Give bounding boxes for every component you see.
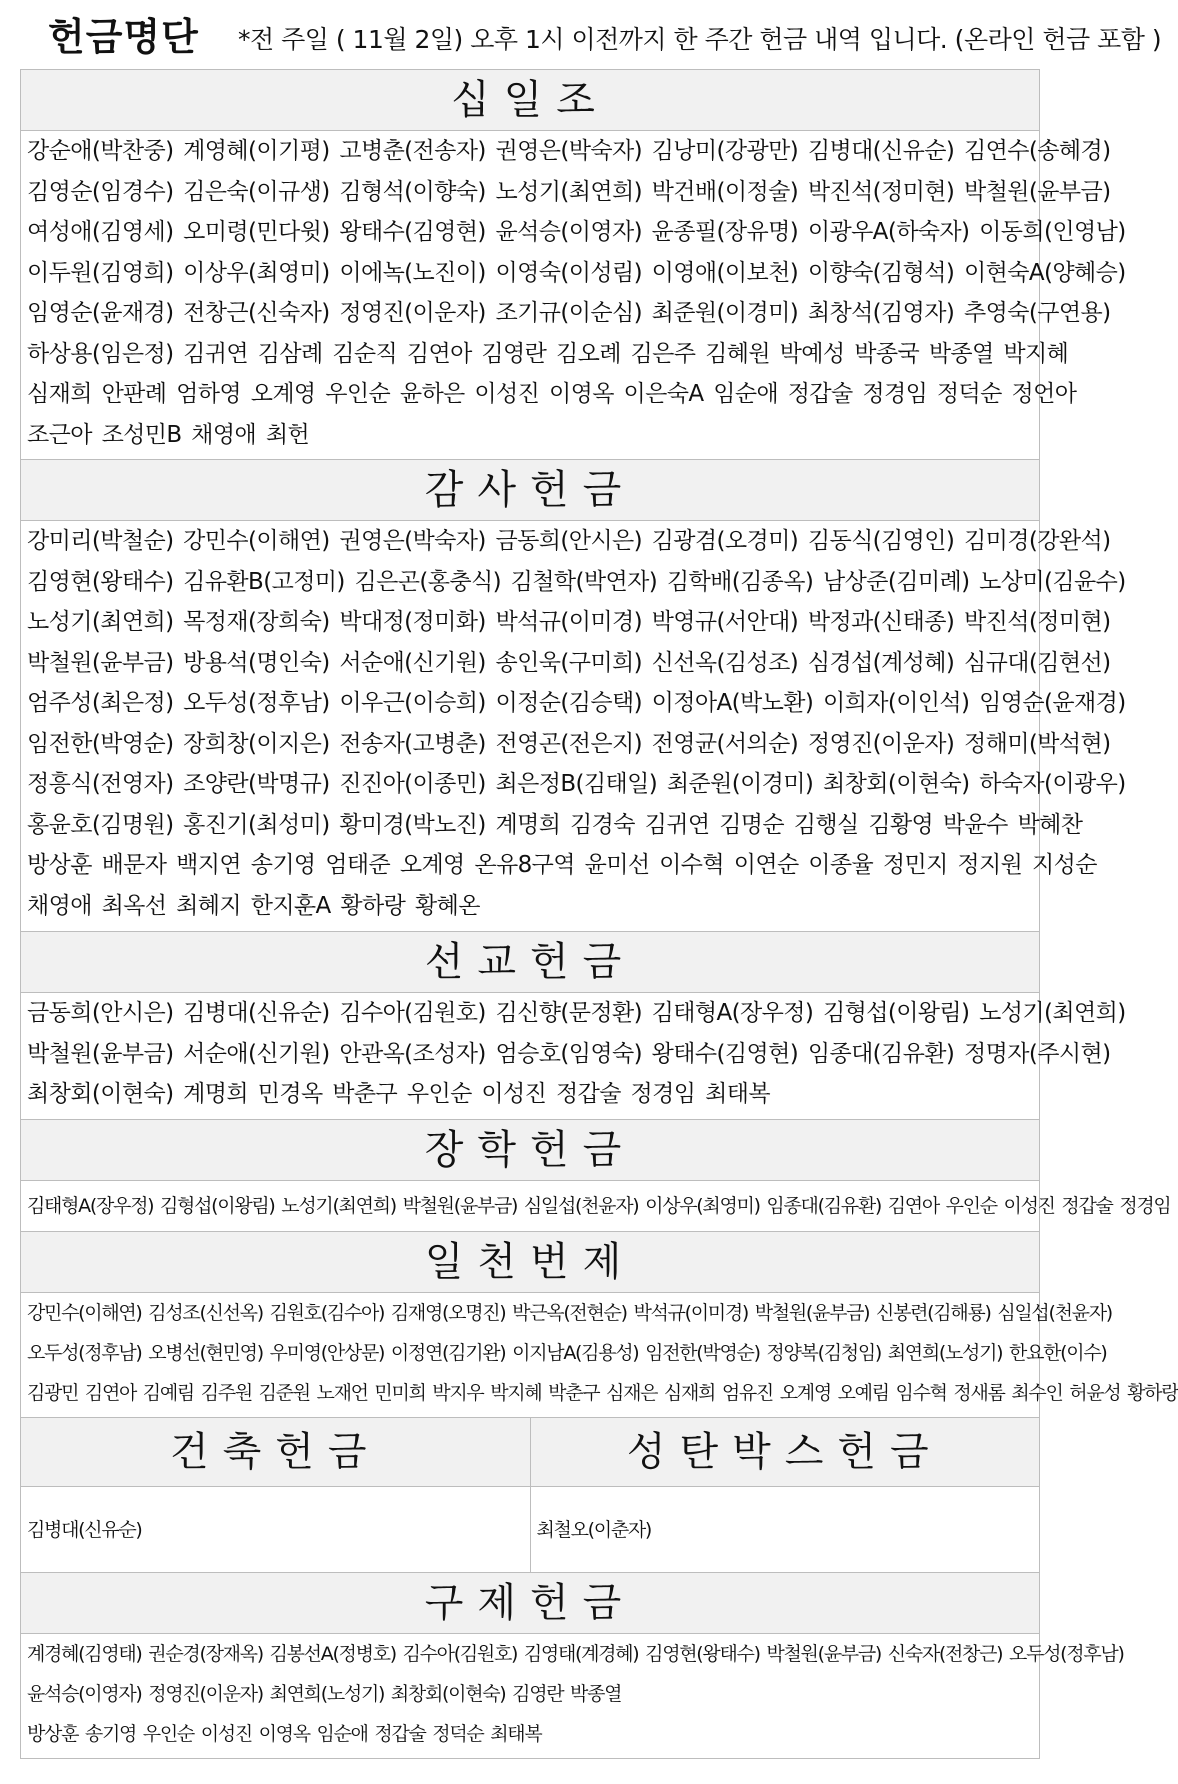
name-line: 정흥식(전영자) 조양란(박명규) 진진아(이종민) 최은정B(김태일) 최준원(이경미) 최창회(이현숙) 하숙자(이광우) bbox=[27, 771, 1126, 797]
name-line: 최철오(이춘자) bbox=[536, 1518, 652, 1541]
building-offering bbox=[21, 1418, 530, 1572]
name-line: 김광민 김연아 김예림 김주원 김준원 노재언 민미희 박지우 박지혜 박춘구 심재은 심재희 엄유진 오계영 오예림 임수혁 정새롬 최수인 허윤성 황하랑 bbox=[27, 1382, 1178, 1404]
name-line: 엄주성(최은정) 오두성(정후남) 이우근(이승희) 이정순(김승택) 이정아A(박노환) 이희자(이인석) 임영순(윤재경) bbox=[27, 690, 1126, 716]
name-line: 여성애(김영세) 오미령(민다윗) 왕태수(김영현) 윤석승(이영자) 윤종필(장유명) 이광우A(하숙자) 이동희(인영남) bbox=[27, 219, 1126, 245]
name-line: 박철원(윤부금) 서순애(신기원) 안관옥(조성자) 엄승호(임영숙) 왕태수(김영현) 임종대(김유환) 정명자(주시현) bbox=[27, 1040, 1111, 1067]
name-line: 윤석승(이영자) 정영진(이운자) 최연희(노성기) 최창회(이현숙) 김영란 박종열 bbox=[27, 1683, 622, 1705]
name-line: 강민수(이해연) 김성조(신선옥) 김원호(김수아) 김재영(오명진) 박근옥(전현순) 박석규(이미경) 박철원(윤부금) 신봉련(김해룡) 심일섭(천윤자) bbox=[27, 1302, 1112, 1324]
name-line: 방상훈 배문자 백지연 송기영 엄태준 오계영 온유8구역 윤미선 이수혁 이연순 이종율 정민지 정지원 지성순 bbox=[27, 852, 1097, 878]
name-line: 홍윤호(김명원) 홍진기(최성미) 황미경(박노진) 계명희 김경숙 김귀연 김명순 김행실 김황영 박윤수 박혜찬 bbox=[27, 811, 1083, 838]
name-line: 강순애(박찬중) 계영혜(이기평) 고병춘(전송자) 권영은(박숙자) 김낭미(강광만) 김병대(신유순) 김연수(송혜경) bbox=[27, 138, 1111, 164]
section-title-christmas-box: 성탄박스헌금 bbox=[531, 1418, 1040, 1487]
name-line: 심재희 안판례 엄하영 오계영 우인순 윤하은 이성진 이영옥 이은숙A 임순애 정갑술 정경임 정덕순 정언아 bbox=[27, 381, 1077, 407]
section-title-tithe: 십일조 bbox=[21, 70, 1039, 131]
section-body-tithe bbox=[21, 131, 1126, 460]
christmas-box-offering bbox=[530, 1418, 1040, 1572]
name-line: 채영애 최옥선 최혜지 한지훈A 황하랑 황혜온 bbox=[27, 892, 480, 919]
page-title: 헌금명단 bbox=[48, 15, 199, 59]
name-line: 최창회(이현숙) 계명희 민경옥 박춘구 우인순 이성진 정갑술 정경임 최태복 bbox=[27, 1081, 770, 1107]
section-body-scholarship bbox=[21, 1181, 1171, 1232]
name-line: 하상용(임은정) 김귀연 김삼례 김순직 김연아 김영란 김오례 김은주 김혜원 박예성 박종국 박종열 박지혜 bbox=[27, 340, 1069, 367]
name-line: 김태형A(장우정) 김형섭(이왕림) 노성기(최연희) 박철원(윤부금) 심일섭(천윤자) 이상우(최영미) 임종대(김유환) 김연아 우인순 이성진 정갑술 정경임 bbox=[27, 1195, 1171, 1217]
name-line: 방상훈 송기영 우인순 이성진 이영옥 임순애 정갑술 정덕순 최태복 bbox=[27, 1723, 542, 1745]
section-body-mission bbox=[21, 993, 1126, 1120]
name-line: 이두원(김영희) 이상우(최영미) 이에녹(노진이) 이영숙(이성림) 이영애(이보천) 이향숙(김형석) 이현숙A(양혜승) bbox=[27, 259, 1126, 286]
notice-text: *전 주일 ( 11월 2일) 오후 1시 이전까지 한 주간 헌금 내역 입니다. (온라인 헌금 포함 ) bbox=[238, 25, 1162, 54]
name-line: 노성기(최연희) 목정재(장희숙) 박대정(정미화) 박석규(이미경) 박영규(서안대) 박정과(신태종) 박진석(정미현) bbox=[27, 609, 1111, 635]
section-title-building: 건축헌금 bbox=[21, 1418, 530, 1487]
section-body-christmas-box bbox=[531, 1487, 1040, 1572]
split-sections bbox=[21, 1418, 1039, 1573]
name-line: 조근아 조성민B 채영애 최헌 bbox=[27, 421, 310, 448]
name-line: 오두성(정후남) 오병선(현민영) 우미영(안상문) 이정연(김기완) 이지남A(김용성) 임전한(박영순) 정양복(김청임) 최연희(노성기) 한요한(이수) bbox=[27, 1342, 1107, 1364]
section-title-thousand-offering: 일천번제 bbox=[21, 1232, 1039, 1293]
section-title-scholarship: 장학헌금 bbox=[21, 1120, 1039, 1181]
section-body-building bbox=[21, 1487, 530, 1572]
page-header bbox=[48, 6, 1162, 59]
name-line: 임영순(윤재경) 전창근(신숙자) 정영진(이운자) 조기규(이순심) 최준원(이경미) 최창석(김영자) 추영숙(구연용) bbox=[27, 300, 1111, 326]
name-line: 계경혜(김영태) 권순경(장재옥) 김봉선A(정병호) 김수아(김원호) 김영태(계경혜) 김영현(왕태수) 박철원(윤부금) 신숙자(전창근) 오두성(정후남) bbox=[27, 1643, 1124, 1665]
section-body-thanks bbox=[21, 521, 1126, 932]
name-line: 금동희(안시은) 김병대(신유순) 김수아(김원호) 김신향(문정환) 김태형A(장우정) 김형섭(이왕림) 노성기(최연희) bbox=[27, 1000, 1126, 1026]
section-title-thanks: 감사헌금 bbox=[21, 460, 1039, 521]
section-body-relief bbox=[21, 1634, 1124, 1759]
name-line: 김병대(신유순) bbox=[27, 1518, 142, 1541]
section-title-relief: 구제헌금 bbox=[21, 1573, 1039, 1634]
name-line: 박철원(윤부금) 방용석(명인숙) 서순애(신기원) 송인욱(구미희) 신선옥(김성조) 심경섭(계성혜) 심규대(김현선) bbox=[27, 649, 1111, 676]
name-line: 김영순(임경수) 김은숙(이규생) 김형석(이향숙) 노성기(최연희) 박건배(이정술) 박진석(정미현) 박철원(윤부금) bbox=[27, 178, 1111, 205]
name-line: 김영현(왕태수) 김유환B(고정미) 김은곤(홍충식) 김철학(박연자) 김학배(김종옥) 남상준(김미례) 노상미(김윤수) bbox=[27, 568, 1126, 595]
name-line: 강미리(박철순) 강민수(이해연) 권영은(박숙자) 금동희(안시은) 김광겸(오경미) 김동식(김영인) 김미경(강완석) bbox=[27, 528, 1111, 554]
name-line: 임전한(박영순) 장희창(이지은) 전송자(고병춘) 전영곤(전은지) 전영균(서의순) 정영진(이운자) 정해미(박석현) bbox=[27, 730, 1111, 757]
section-body-thousand-offering bbox=[21, 1293, 1178, 1418]
section-title-mission: 선교헌금 bbox=[21, 932, 1039, 993]
offering-table bbox=[20, 69, 1178, 1759]
